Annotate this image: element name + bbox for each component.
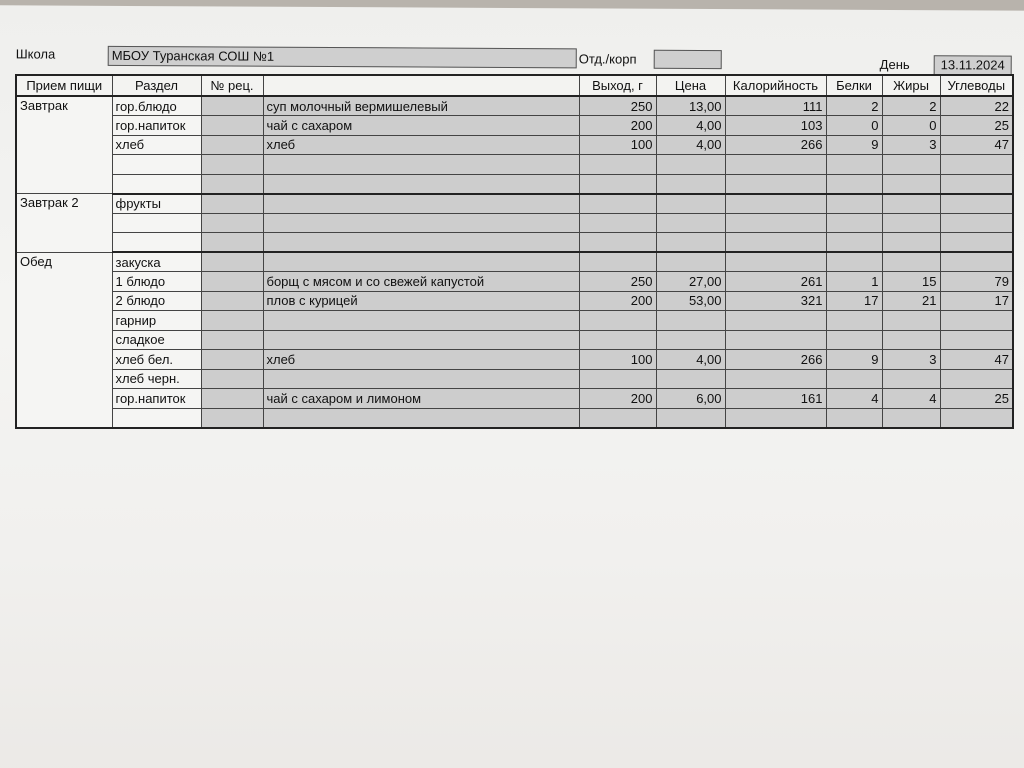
dish-cell: суп молочный вермишелевый — [263, 96, 579, 116]
fat-cell — [882, 252, 940, 272]
price-cell: 6,00 — [656, 389, 725, 409]
yield-cell: 200 — [579, 389, 656, 409]
yield-cell — [579, 252, 656, 272]
carbs-cell: 17 — [940, 291, 1013, 311]
yield-cell: 200 — [579, 291, 656, 311]
recipe-cell — [201, 272, 263, 292]
recipe-cell — [201, 408, 263, 428]
dish-cell: борщ с мясом и со свежей капустой — [263, 272, 579, 292]
col-header-section: Раздел — [112, 75, 201, 96]
fat-cell: 2 — [882, 96, 940, 116]
carbs-cell — [940, 155, 1013, 175]
section-cell: закуска — [112, 252, 201, 272]
recipe-cell — [201, 96, 263, 116]
section-cell: гор.напиток — [112, 116, 201, 136]
calories-cell: 161 — [725, 389, 826, 409]
carbs-cell — [940, 174, 1013, 194]
section-cell: хлеб черн. — [112, 369, 201, 389]
school-label: Школа — [15, 46, 56, 62]
yield-cell: 250 — [579, 272, 656, 292]
price-cell — [656, 213, 725, 233]
carbs-cell — [940, 369, 1013, 389]
yield-cell — [579, 408, 656, 428]
table-row — [16, 155, 1013, 175]
yield-cell — [579, 330, 656, 350]
carbs-cell: 22 — [940, 96, 1013, 116]
carbs-cell — [940, 252, 1013, 272]
calories-cell — [725, 233, 826, 253]
carbs-cell: 47 — [940, 135, 1013, 155]
table-row — [16, 252, 1013, 272]
dish-cell — [263, 252, 579, 272]
fat-cell — [882, 194, 940, 214]
protein-cell — [826, 408, 882, 428]
recipe-cell — [201, 252, 263, 272]
calories-cell: 266 — [725, 135, 826, 155]
price-cell: 4,00 — [656, 350, 725, 370]
recipe-cell — [201, 174, 263, 194]
protein-cell: 9 — [826, 135, 882, 155]
price-cell — [656, 174, 725, 194]
section-cell: сладкое — [112, 330, 201, 350]
recipe-cell — [201, 213, 263, 233]
fat-cell — [882, 213, 940, 233]
col-header-carbs: Углеводы — [940, 75, 1013, 96]
calories-cell — [725, 213, 826, 233]
carbs-cell: 47 — [940, 350, 1013, 370]
protein-cell: 9 — [826, 350, 882, 370]
calories-cell: 266 — [725, 350, 826, 370]
price-cell — [656, 311, 725, 331]
section-cell: 2 блюдо — [112, 291, 201, 311]
meal-cell: Обед — [16, 252, 112, 428]
col-header-price: Цена — [656, 75, 725, 96]
col-header-yield: Выход, г — [579, 75, 656, 96]
fat-cell — [882, 369, 940, 389]
dish-cell: чай с сахаром и лимоном — [263, 389, 579, 409]
col-header-meal: Прием пищи — [16, 75, 112, 96]
price-cell: 13,00 — [656, 96, 725, 116]
price-cell — [656, 408, 725, 428]
calories-cell: 111 — [725, 96, 826, 116]
protein-cell — [826, 155, 882, 175]
yield-cell — [579, 155, 656, 175]
price-cell — [656, 194, 725, 214]
recipe-cell — [201, 233, 263, 253]
fat-cell — [882, 408, 940, 428]
protein-cell: 2 — [826, 96, 882, 116]
dept-field — [654, 50, 722, 69]
recipe-cell — [201, 155, 263, 175]
recipe-cell — [201, 369, 263, 389]
yield-cell: 100 — [579, 135, 656, 155]
fat-cell — [882, 233, 940, 253]
carbs-cell: 25 — [940, 389, 1013, 409]
carbs-cell — [940, 213, 1013, 233]
dept-label: Отд./корп — [578, 51, 637, 67]
fat-cell — [882, 330, 940, 350]
price-cell: 53,00 — [656, 291, 725, 311]
protein-cell — [826, 369, 882, 389]
carbs-cell — [940, 194, 1013, 214]
header-row — [16, 75, 1013, 96]
protein-cell — [826, 233, 882, 253]
calories-cell — [725, 408, 826, 428]
protein-cell — [826, 311, 882, 331]
price-cell — [656, 369, 725, 389]
table-row — [16, 408, 1013, 428]
calories-cell: 261 — [725, 272, 826, 292]
protein-cell: 0 — [826, 116, 882, 136]
carbs-cell — [940, 233, 1013, 253]
col-header-calories: Калорийность — [725, 75, 826, 96]
yield-cell — [579, 174, 656, 194]
dish-cell — [263, 155, 579, 175]
school-field: МБОУ Туранская СОШ №1 — [108, 46, 577, 68]
price-cell — [656, 330, 725, 350]
price-cell — [656, 233, 725, 253]
yield-cell: 100 — [579, 350, 656, 370]
dish-cell — [263, 330, 579, 350]
calories-cell — [725, 330, 826, 350]
calories-cell — [725, 155, 826, 175]
recipe-cell — [201, 194, 263, 214]
section-cell: 1 блюдо — [112, 272, 201, 292]
section-cell — [112, 174, 201, 194]
dish-cell — [263, 311, 579, 331]
carbs-cell — [940, 408, 1013, 428]
section-cell — [112, 155, 201, 175]
table-row — [16, 291, 1013, 311]
price-cell: 4,00 — [656, 135, 725, 155]
col-header-fat: Жиры — [882, 75, 940, 96]
table-row — [16, 330, 1013, 350]
menu-table — [15, 74, 1014, 429]
section-cell — [112, 213, 201, 233]
section-cell: гарнир — [112, 311, 201, 331]
table-row — [16, 213, 1013, 233]
table-row — [16, 350, 1013, 370]
recipe-cell — [201, 311, 263, 331]
recipe-cell — [201, 389, 263, 409]
table-row — [16, 233, 1013, 253]
fat-cell: 4 — [882, 389, 940, 409]
dish-cell — [263, 233, 579, 253]
yield-cell — [579, 194, 656, 214]
protein-cell: 1 — [826, 272, 882, 292]
section-cell: хлеб бел. — [112, 350, 201, 370]
fat-cell — [882, 155, 940, 175]
fat-cell — [882, 311, 940, 331]
calories-cell: 321 — [725, 291, 826, 311]
recipe-cell — [201, 135, 263, 155]
table-row — [16, 135, 1013, 155]
protein-cell: 4 — [826, 389, 882, 409]
table-row — [16, 311, 1013, 331]
dish-cell — [263, 213, 579, 233]
fat-cell — [882, 174, 940, 194]
yield-cell — [579, 213, 656, 233]
carbs-cell — [940, 311, 1013, 331]
carbs-cell: 25 — [940, 116, 1013, 136]
section-cell: фрукты — [112, 194, 201, 214]
carbs-cell: 79 — [940, 272, 1013, 292]
section-cell — [112, 408, 201, 428]
fat-cell: 15 — [882, 272, 940, 292]
meal-cell: Завтрак 2 — [16, 194, 112, 253]
fat-cell: 3 — [882, 350, 940, 370]
table-row — [16, 174, 1013, 194]
yield-cell — [579, 369, 656, 389]
day-label: День — [879, 56, 910, 73]
price-cell — [656, 252, 725, 272]
section-cell: гор.напиток — [112, 389, 201, 409]
dish-cell: чай с сахаром — [263, 116, 579, 136]
dish-cell — [263, 174, 579, 194]
yield-cell: 250 — [579, 96, 656, 116]
protein-cell — [826, 174, 882, 194]
section-cell — [112, 233, 201, 253]
protein-cell — [826, 252, 882, 272]
protein-cell — [826, 213, 882, 233]
dish-cell: плов с курицей — [263, 291, 579, 311]
recipe-cell — [201, 350, 263, 370]
table-row — [16, 116, 1013, 136]
col-header-dish — [263, 75, 579, 96]
yield-cell — [579, 233, 656, 253]
table-row — [16, 389, 1013, 409]
meal-cell: Завтрак — [16, 96, 112, 194]
calories-cell — [725, 174, 826, 194]
col-header-protein: Белки — [826, 75, 882, 96]
price-cell: 4,00 — [656, 116, 725, 136]
fat-cell: 21 — [882, 291, 940, 311]
dish-cell: хлеб — [263, 350, 579, 370]
dish-cell — [263, 408, 579, 428]
recipe-cell — [201, 330, 263, 350]
table-row — [16, 272, 1013, 292]
yield-cell — [579, 311, 656, 331]
section-cell: хлеб — [112, 135, 201, 155]
recipe-cell — [201, 291, 263, 311]
yield-cell: 200 — [579, 116, 656, 136]
calories-cell — [725, 311, 826, 331]
dish-cell — [263, 194, 579, 214]
price-cell: 27,00 — [656, 272, 725, 292]
calories-cell: 103 — [725, 116, 826, 136]
day-field: 13.11.2024 — [934, 55, 1012, 75]
dish-cell — [263, 369, 579, 389]
protein-cell — [826, 330, 882, 350]
fat-cell: 3 — [882, 135, 940, 155]
calories-cell — [725, 252, 826, 272]
table-row — [16, 369, 1013, 389]
price-cell — [656, 155, 725, 175]
protein-cell: 17 — [826, 291, 882, 311]
carbs-cell — [940, 330, 1013, 350]
col-header-recipe: № рец. — [201, 75, 263, 96]
table-row — [16, 96, 1013, 116]
calories-cell — [725, 194, 826, 214]
calories-cell — [725, 369, 826, 389]
table-row — [16, 194, 1013, 214]
recipe-cell — [201, 116, 263, 136]
protein-cell — [826, 194, 882, 214]
fat-cell: 0 — [882, 116, 940, 136]
dish-cell: хлеб — [263, 135, 579, 155]
section-cell: гор.блюдо — [112, 96, 201, 116]
